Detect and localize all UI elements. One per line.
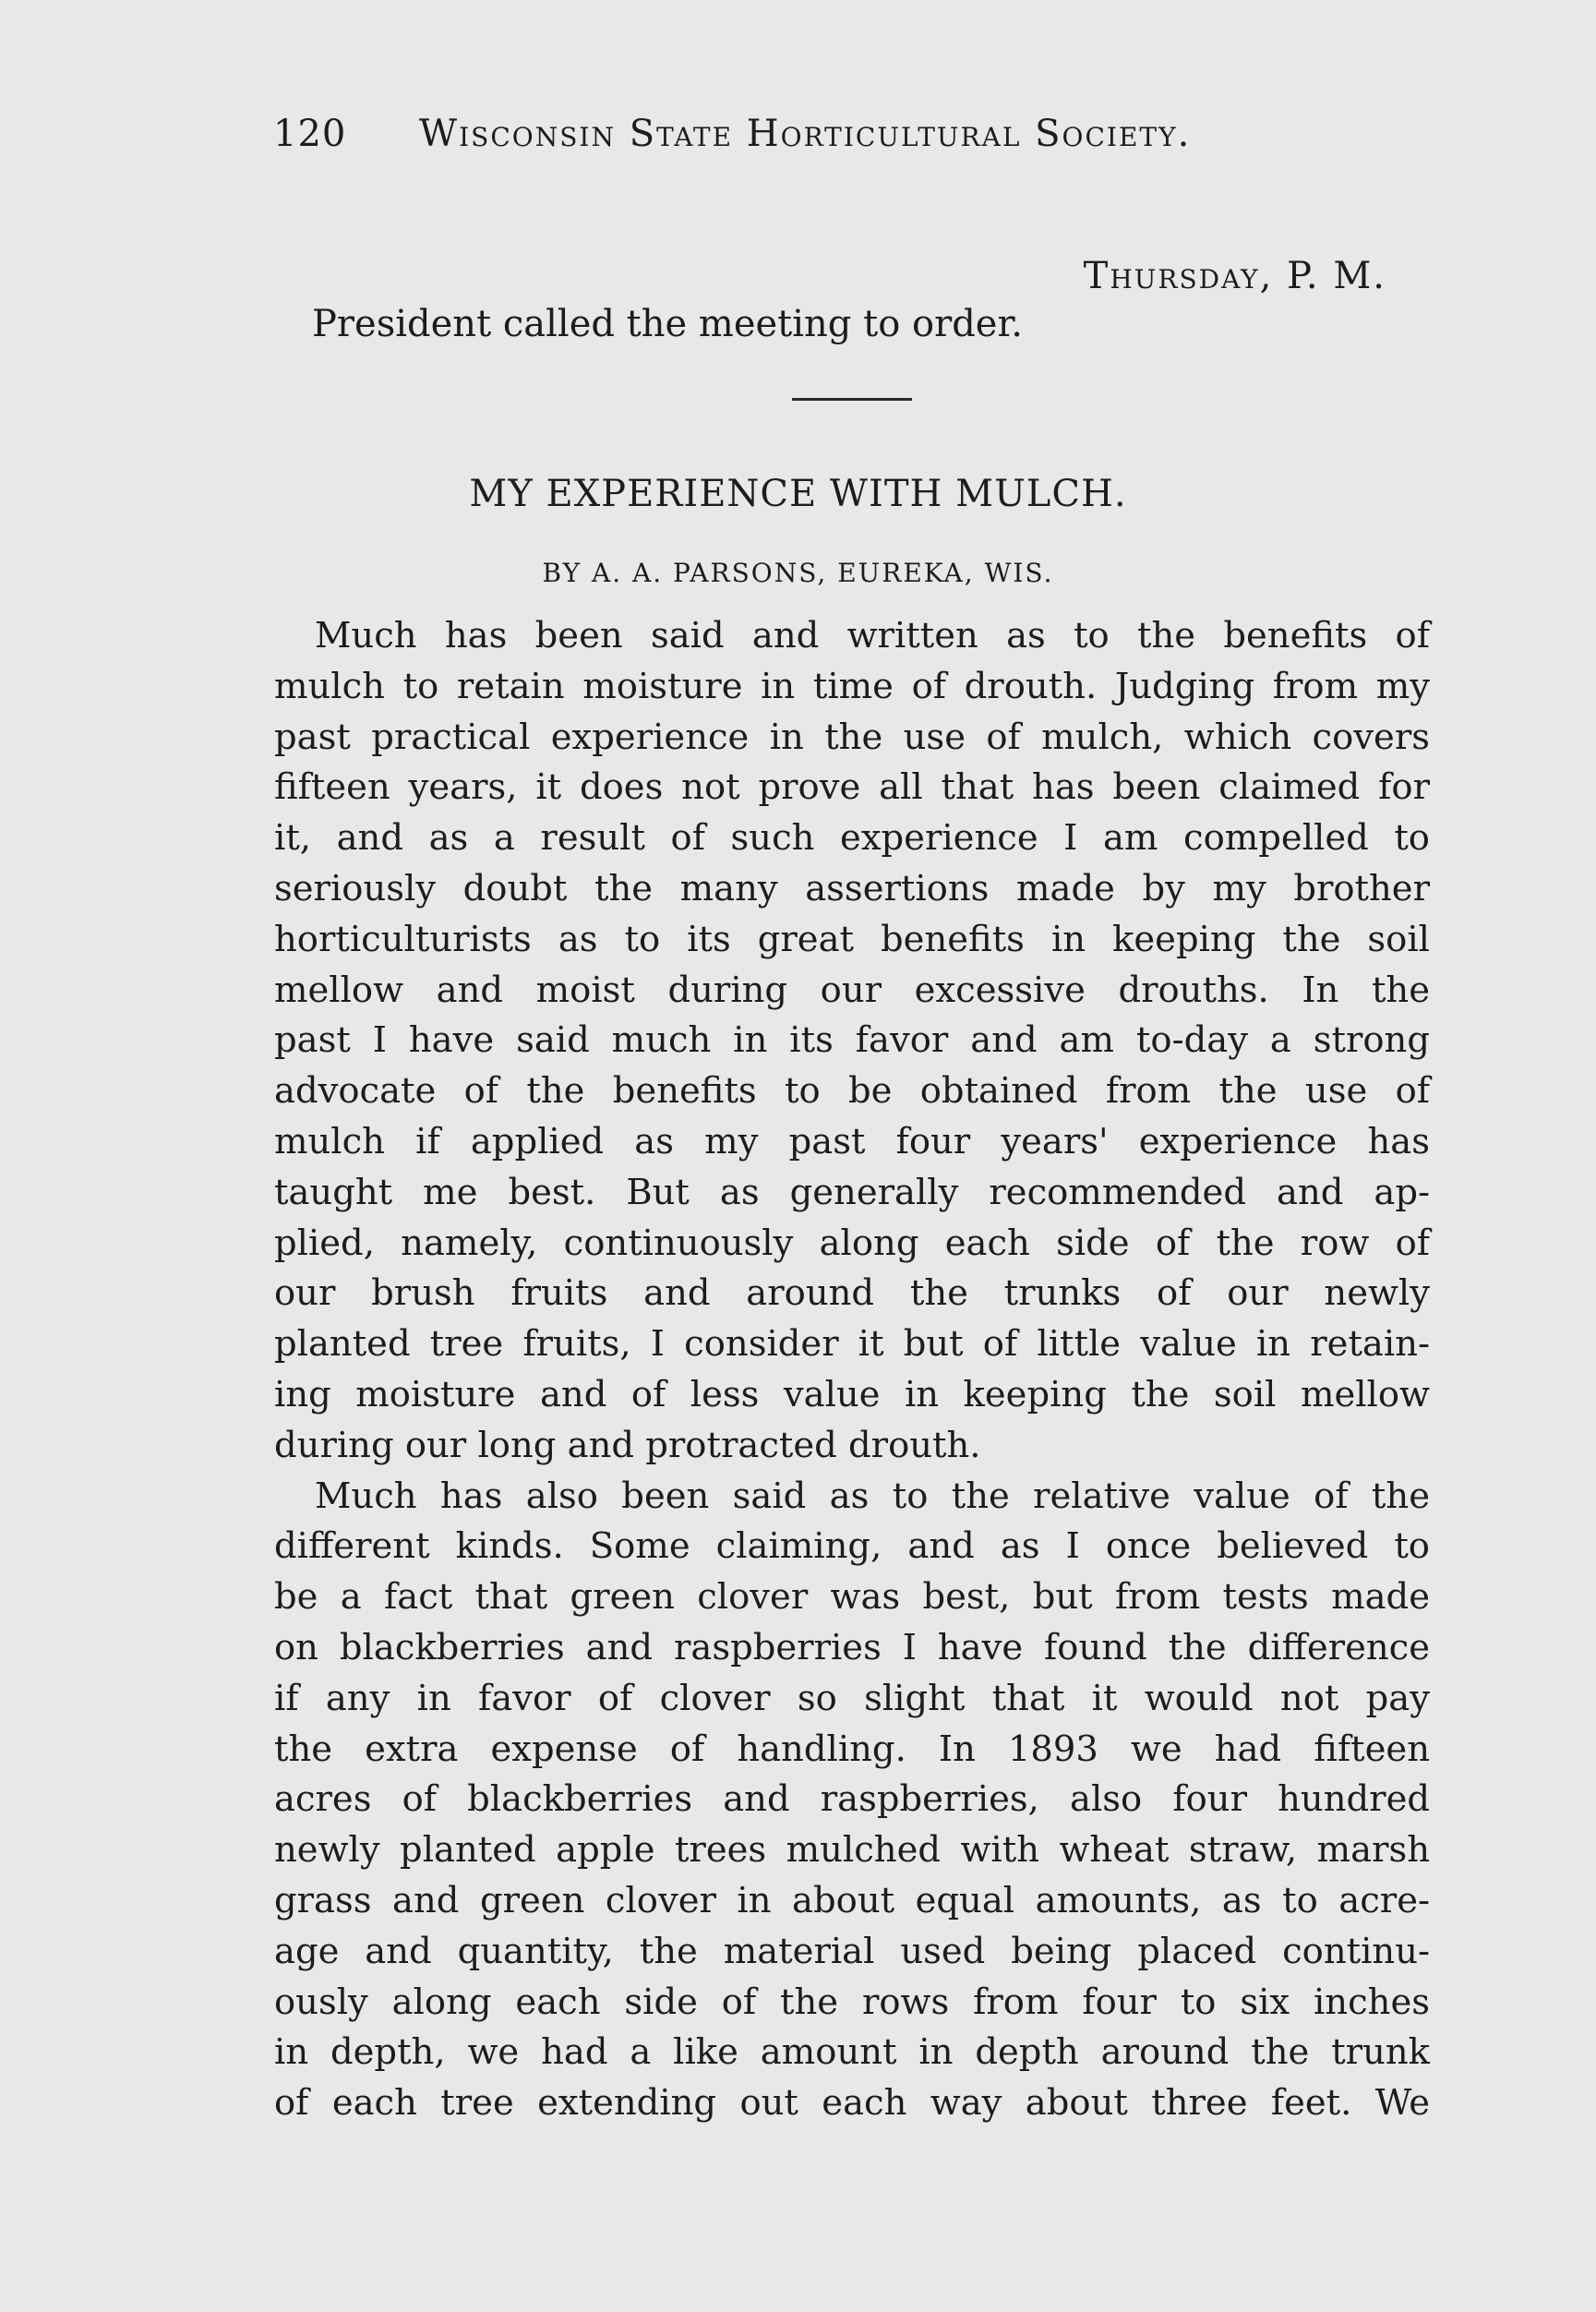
section-divider (792, 398, 912, 401)
text-line: different kinds. Some claiming, and as I once believed to (274, 1525, 1430, 1568)
text-line: fifteen years, it does not prove all that has been claimed for (274, 766, 1430, 809)
session-opening: President called the meeting to order. (312, 303, 1023, 345)
text-line: if any in favor of clover so slight that it would not pay (274, 1677, 1430, 1719)
session-label: Thursday, P. M. (1083, 255, 1386, 297)
article-body (274, 611, 1430, 2129)
text-line: Much has been said and written as to the benefits of (315, 615, 1430, 656)
text-line: ously along each side of the rows from four to six inches (274, 1981, 1430, 2023)
text-line: past practical experience in the use of mulch, which covers (274, 716, 1430, 758)
text-line: acres of blackberries and raspberries, also four hundred (274, 1778, 1430, 1821)
text-line: of each tree extending out each way about three feet. We (274, 2082, 1430, 2125)
text-line: grass and green clover in about equal amounts, as to acre- (274, 1879, 1430, 1921)
text-line: horticulturists as to its great benefits in keeping the soil (274, 918, 1430, 960)
text-line: in depth, we had a like amount in depth around the trunk (274, 2031, 1430, 2074)
text-line: Much has also been said as to the relative value of the (315, 1475, 1430, 1517)
text-line: past I have said much in its favor and am to-day a strong (274, 1019, 1430, 1062)
article-byline: BY A. A. PARSONS, EUREKA, WIS. (542, 558, 1054, 588)
text-line: mellow and moist during our excessive drouths. In the (274, 969, 1430, 1011)
page-number: 120 (273, 113, 347, 155)
running-head (273, 113, 1326, 168)
text-line: mulch if applied as my past four years' experience has (274, 1120, 1430, 1162)
text-line: taught me best. But as generally recommended and ap- (274, 1171, 1430, 1213)
article-title: MY EXPERIENCE WITH MULCH. (469, 473, 1127, 515)
text-line: on blackberries and raspberries I have found the difference (274, 1626, 1430, 1668)
text-line: it, and as a result of such experience I am compelled to (274, 817, 1430, 860)
text-line: plied, namely, continuously along each side of the row of (274, 1222, 1430, 1264)
text-line: planted tree fruits, I consider it but of little value in retain- (274, 1323, 1430, 1366)
text-line: mulch to retain moisture in time of drouth. Judging from my (274, 665, 1430, 707)
text-line: advocate of the benefits to be obtained from the use of (274, 1070, 1430, 1113)
text-line: be a fact that green clover was best, but from tests made (274, 1576, 1430, 1619)
text-line: during our long and protracted drouth. (274, 1424, 981, 1466)
text-line: the extra expense of handling. In 1893 we had fifteen (274, 1728, 1430, 1770)
text-line: seriously doubt the many assertions made by my brother (274, 867, 1430, 909)
text-line: our brush fruits and around the trunks of our newly (274, 1272, 1430, 1315)
text-line: age and quantity, the material used being placed continu- (274, 1930, 1430, 1972)
journal-title: Wisconsin State Horticultural Society. (419, 113, 1192, 155)
text-line: newly planted apple trees mulched with wheat straw, marsh (274, 1829, 1430, 1872)
text-line: ing moisture and of less value in keeping the soil mellow (274, 1373, 1430, 1415)
